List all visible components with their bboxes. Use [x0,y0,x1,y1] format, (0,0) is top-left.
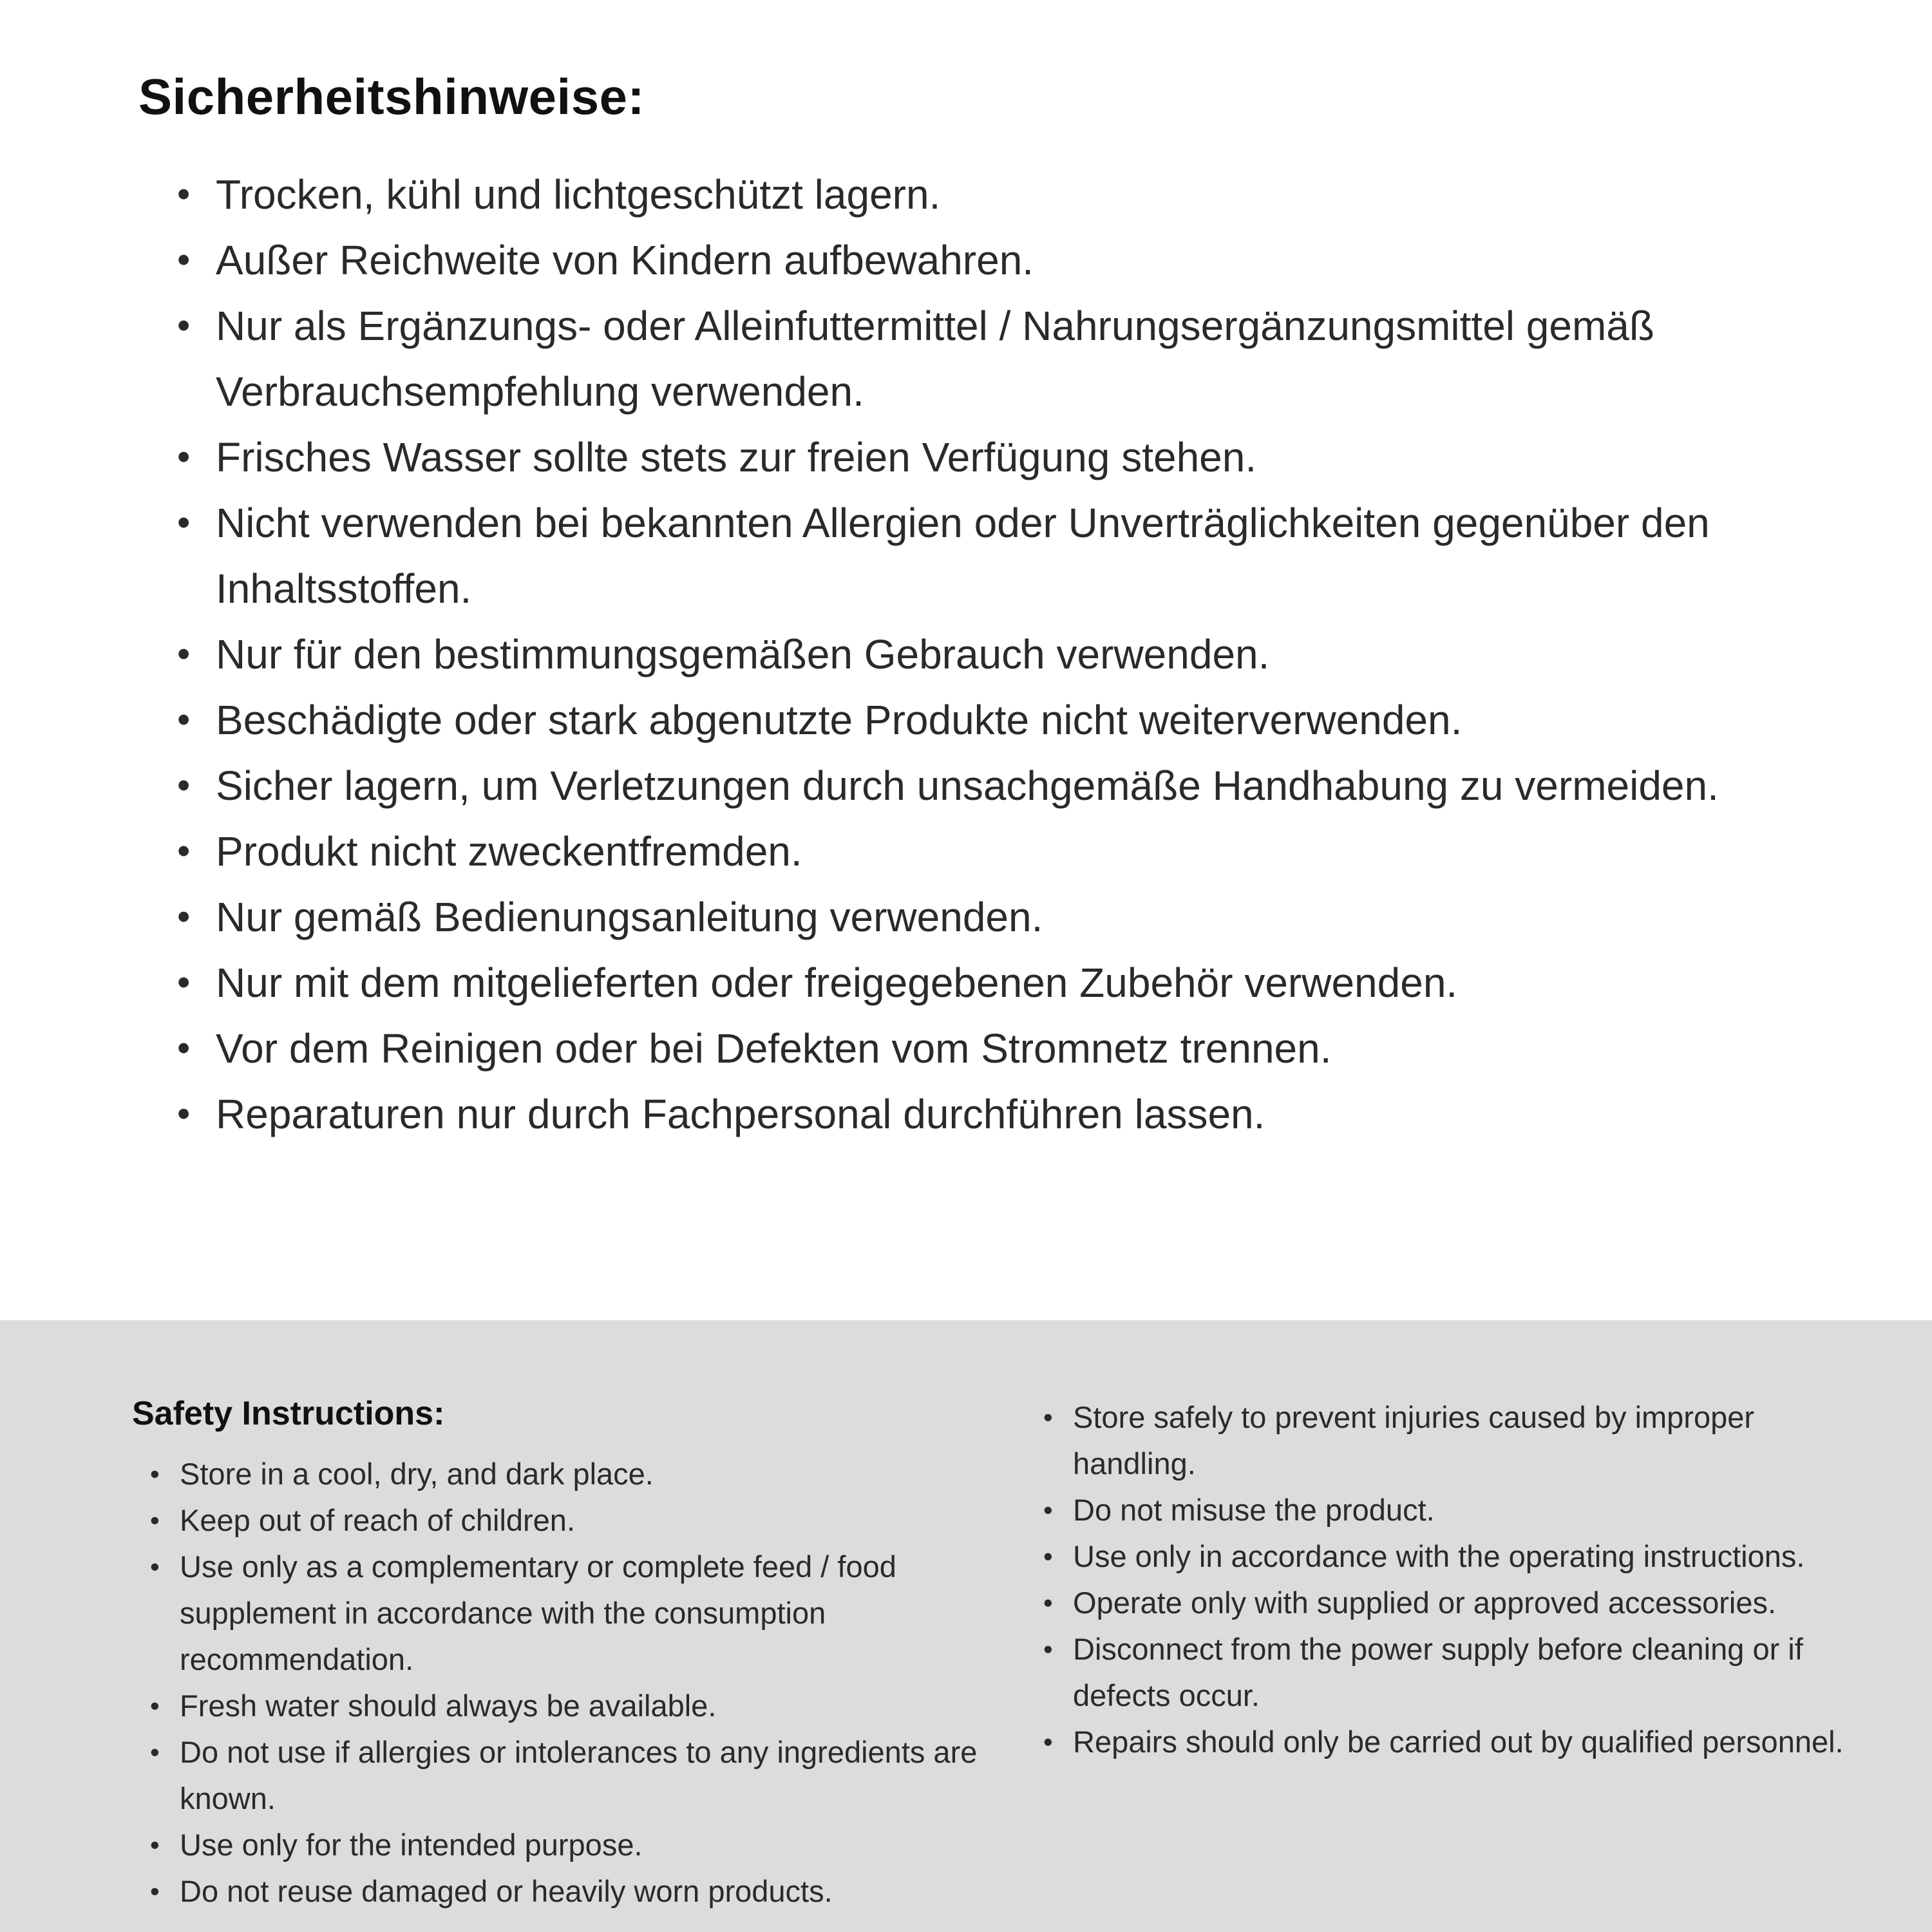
list-item: • Do not misuse the product. [1043,1487,1855,1533]
list-item: • Fresh water should always be available. [150,1683,1013,1729]
list-item: • Reparaturen nur durch Fachpersonal durchführen lassen. [177,1081,1803,1147]
list-item: • Vor dem Reinigen oder bei Defekten vom Stromnetz trennen. [177,1016,1803,1081]
list-item: • Use only as a complementary or complete feed / food supplement in accordance with the consumption recommendation. [150,1544,1013,1683]
list-item: • Nur für den bestimmungsgemäßen Gebrauch verwenden. [177,621,1803,687]
list-item: • Store safely to prevent injuries caused by improper handling. [1043,1394,1855,1487]
list-item: • Keep out of reach of children. [150,1497,1013,1544]
english-left-column [132,1394,1034,1915]
list-item: • Use only for the intended purpose. [150,1822,1013,1868]
list-item: • Operate only with supplied or approved accessories. [1043,1580,1855,1626]
list-item: • Nur mit dem mitgelieferten oder freigegebenen Zubehör verwenden. [177,950,1803,1016]
list-item: • Außer Reichweite von Kindern aufbewahren. [177,227,1803,293]
german-section-title: Sicherheitshinweise: [138,68,645,125]
list-item: • Frisches Wasser sollte stets zur freien Verfügung stehen. [177,424,1803,490]
list-item: • Do not use if allergies or intolerances to any ingredients are known. [150,1729,1013,1822]
list-item: • Trocken, kühl und lichtgeschützt lagern. [177,162,1803,227]
list-item: • Store in a cool, dry, and dark place. [150,1451,1013,1497]
english-safety-list-right [1043,1394,1855,1765]
list-item: • Nicht verwenden bei bekannten Allergien oder Unverträglichkeiten gegenüber den Inhaltsstoffen. [177,490,1803,621]
list-item: • Use only in accordance with the operating instructions. [1043,1533,1855,1580]
list-item: • Nur als Ergänzungs- oder Alleinfuttermittel / Nahrungsergänzungsmittel gemäß Verbrauchsempfehlung verwenden. [177,293,1803,424]
list-item: • Repairs should only be carried out by qualified personnel. [1043,1719,1855,1765]
list-item: • Nur gemäß Bedienungsanleitung verwenden. [177,884,1803,950]
list-item: • Sicher lagern, um Verletzungen durch unsachgemäße Handhabung zu vermeiden. [177,753,1803,819]
english-right-column [1043,1394,1855,1915]
list-item: • Disconnect from the power supply before cleaning or if defects occur. [1043,1626,1855,1719]
list-item: • Beschädigte oder stark abgenutzte Produkte nicht weiterverwenden. [177,687,1803,753]
english-safety-list-left [150,1451,1013,1915]
english-section-title: Safety Instructions: [132,1395,445,1432]
german-safety-list [177,162,1803,1147]
english-safety-section [0,1320,1932,1932]
list-item: • Produkt nicht zweckentfremden. [177,819,1803,884]
list-item: • Do not reuse damaged or heavily worn products. [150,1868,1013,1915]
